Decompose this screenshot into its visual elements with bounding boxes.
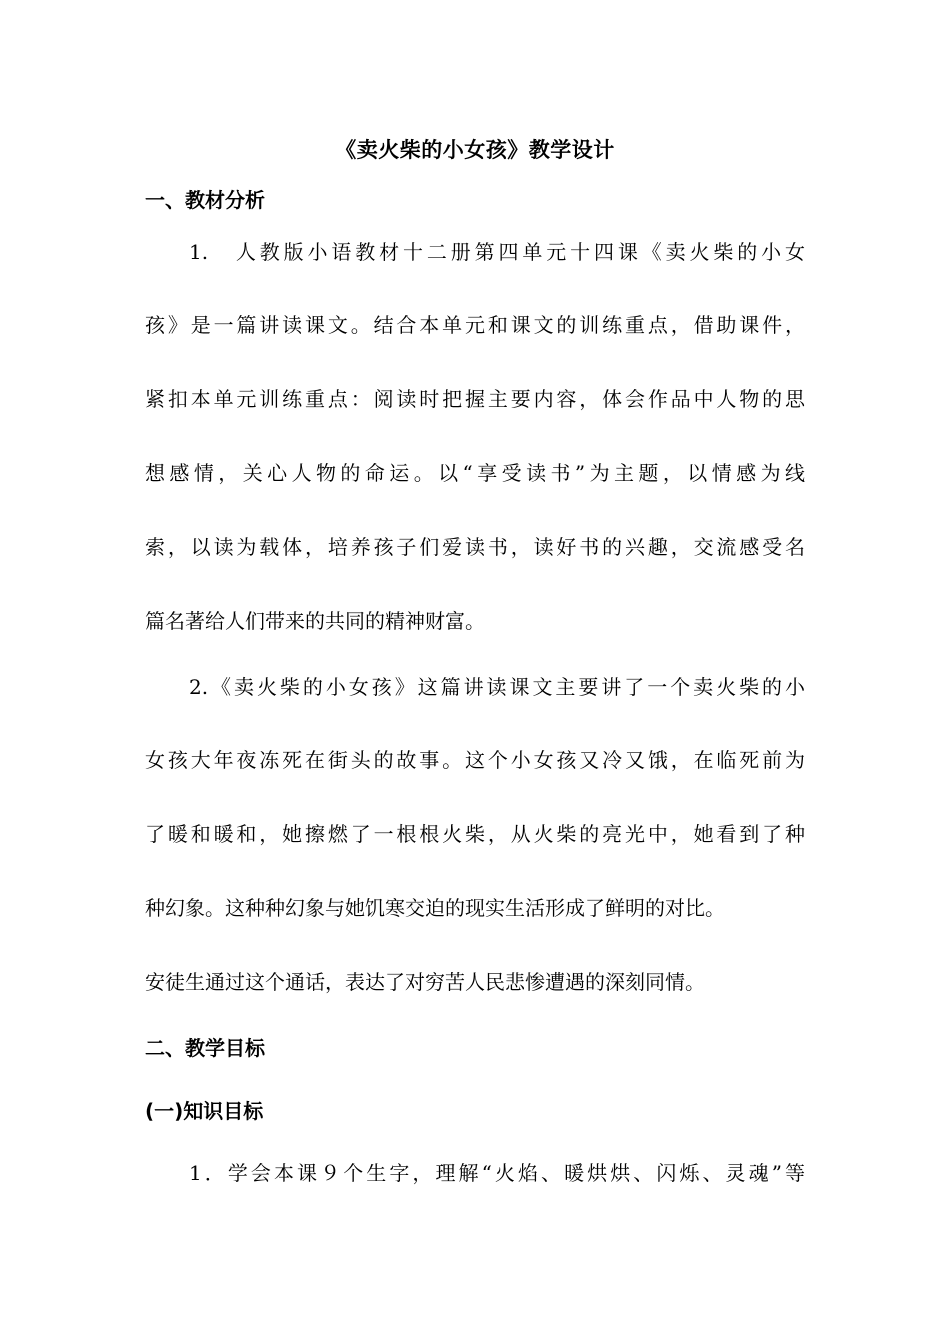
paragraph-line: 孩》是一篇讲读课文。结合本单元和课文的训练重点，借助课件，: [145, 313, 805, 337]
paragraph-line: 篇名著给人们带来的共同的精神财富。: [145, 609, 485, 633]
paragraph-line: 索，以读为载体，培养孩子们爱读书，读好书的兴趣，交流感受名: [145, 535, 805, 559]
section-heading-goals: 二、教学目标: [145, 1036, 265, 1060]
subsection-heading-knowledge: (一)知识目标: [145, 1099, 264, 1123]
paragraph-line: 安徒生通过这个通话，表达了对穷苦人民悲惨遭遇的深刻同情。: [145, 970, 705, 994]
paragraph-line: 女孩大年夜冻死在街头的故事。这个小女孩又冷又饿，在临死前为: [145, 748, 805, 772]
paragraph-line: 紧扣本单元训练重点：阅读时把握主要内容，体会作品中人物的思: [145, 387, 805, 411]
paragraph-line: 种幻象。这种种幻象与她饥寒交迫的现实生活形成了鲜明的对比。: [145, 896, 725, 920]
document-title: 《卖火柴的小女孩》教学设计: [335, 138, 615, 162]
paragraph-line: 想感情，关心人物的命运。以“享受读书”为主题，以情感为线: [145, 461, 805, 485]
paragraph-line: 2.《卖火柴的小女孩》这篇讲读课文主要讲了一个卖火柴的小: [189, 675, 805, 699]
paragraph-line: 1. 人教版小语教材十二册第四单元十四课《卖火柴的小女: [189, 240, 805, 264]
paragraph-line: 了暖和暖和，她擦燃了一根根火柴，从火柴的亮光中，她看到了种: [145, 822, 805, 846]
section-heading-analysis: 一、教材分析: [145, 188, 265, 212]
paragraph-line: 1．学会本课９个生字，理解“火焰、暖烘烘、闪烁、灵魂”等: [189, 1161, 805, 1185]
